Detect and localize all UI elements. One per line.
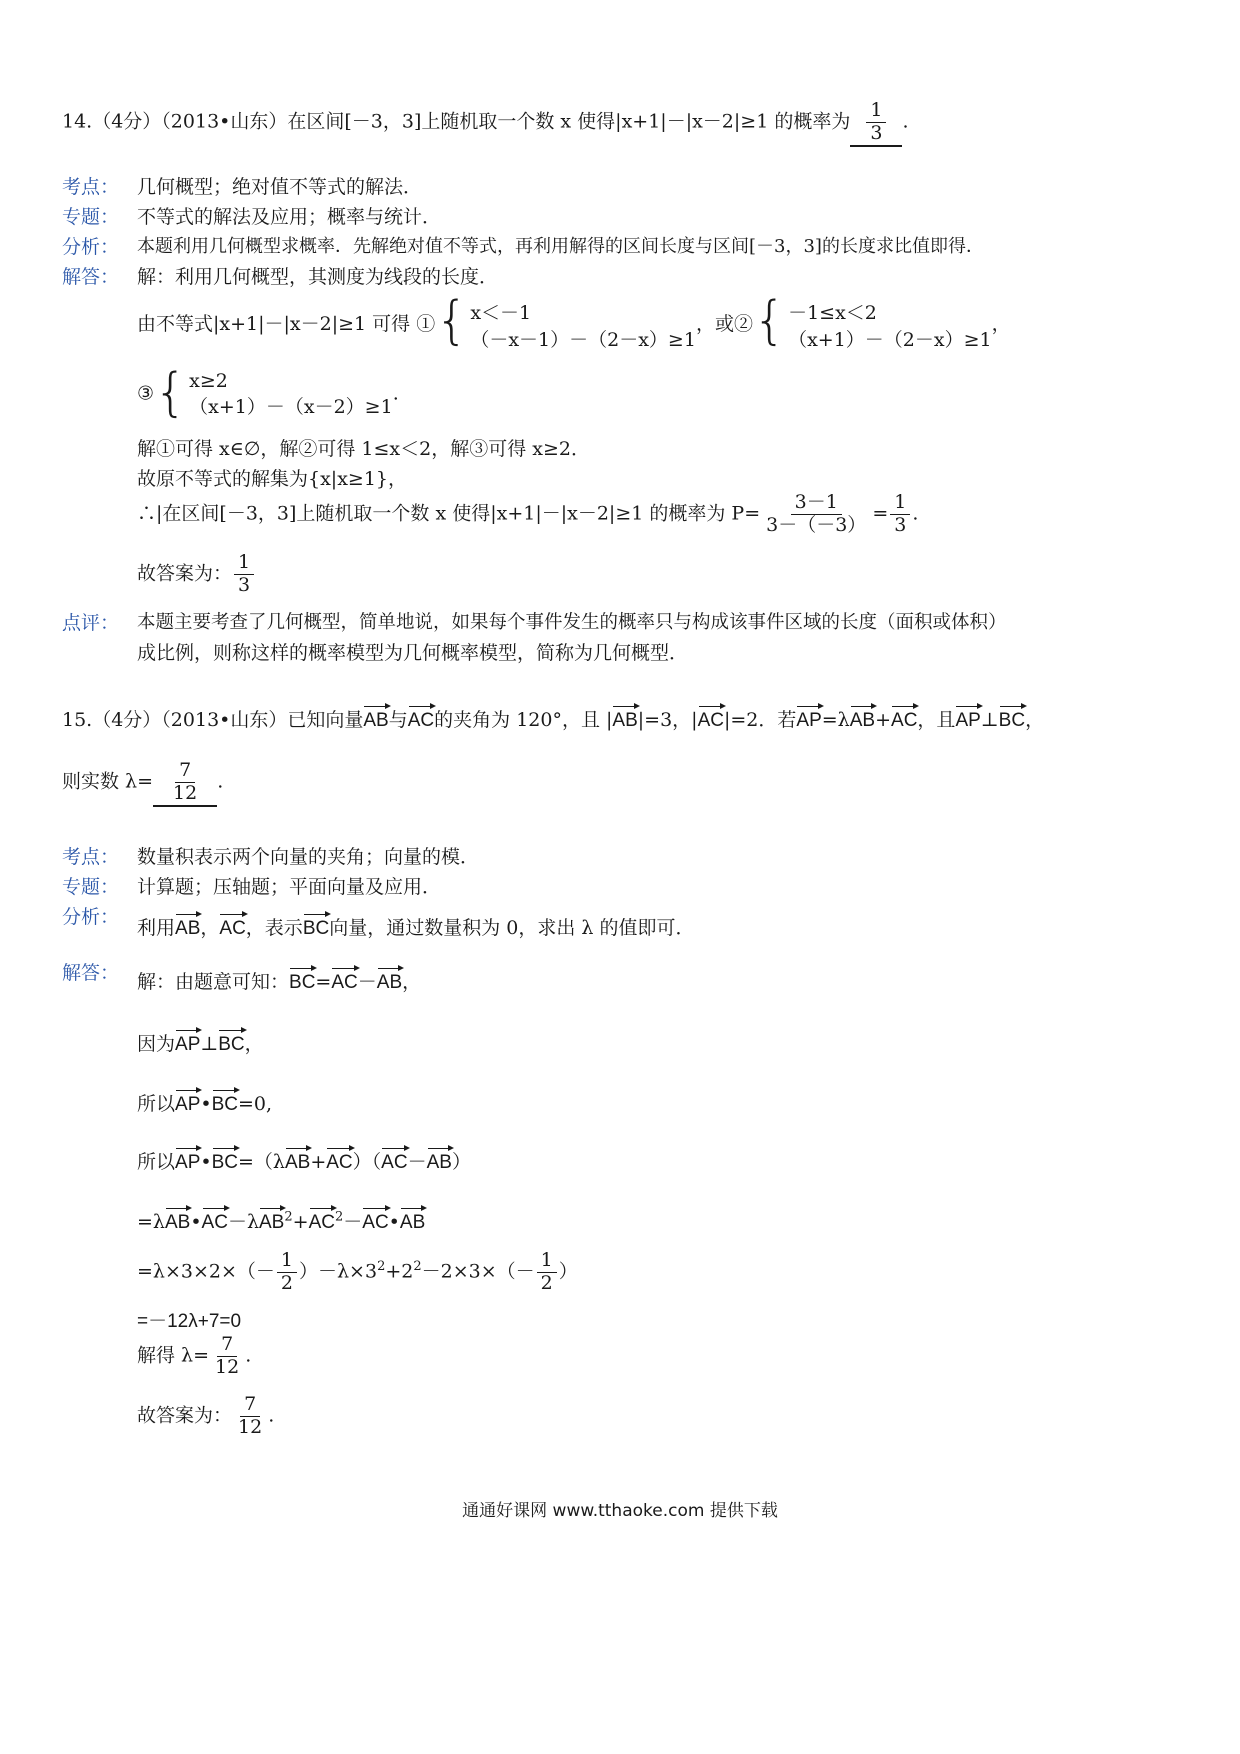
q15-fenxi-post: 向量，通过数量积为 0，求出 λ 的值即可．	[329, 917, 695, 939]
q14-sys2-row1: －1≤x＜2	[788, 302, 877, 324]
q15-s1-minus: －	[357, 971, 377, 993]
q15-s5-minus-lam: －λ	[227, 1211, 259, 1233]
q14-prob-num: 3－1	[791, 492, 842, 515]
q15-s4-dot: •	[200, 1151, 212, 1173]
q15-zhuanti: 计算题；压轴题；平面向量及应用．	[137, 876, 442, 898]
q14-prob-period: .	[912, 502, 919, 525]
q15-s6-half-1	[277, 1250, 297, 1295]
q14-period: .	[392, 382, 399, 405]
q14-dianping-1: 本题主要考查了几何概型，简单地说，如果每个事件发生的概率只与构成该事件区域的长度（面积或体积）	[137, 612, 1007, 633]
q14-prob-den: 3－（－3）	[766, 513, 867, 536]
q15-s4-bc: BC	[212, 1146, 238, 1174]
q15-fenxi-label: 分析：	[62, 906, 120, 928]
q15-s2-ap: AP	[175, 1028, 200, 1056]
q15-s1-ab: AB	[377, 966, 402, 994]
q15-s4-mid: =（λ	[238, 1151, 285, 1173]
q15-answer-line	[137, 1394, 274, 1439]
q15-s3-ap: AP	[175, 1088, 200, 1116]
q15-step-3	[137, 1088, 272, 1116]
q15-s4-ap: AP	[175, 1146, 200, 1174]
q15-s1-bc: BC	[289, 966, 315, 994]
q15-vec-bc: BC	[999, 704, 1025, 733]
q14-fenxi: 本题利用几何概型求概率．先解绝对值不等式，再利用解得的区间长度与区间[－3，3]的长度求比值即得．	[137, 236, 984, 257]
q15-answer-label: 故答案为：	[137, 1404, 233, 1427]
q14-system-1: { x＜－1 （－x－1）－（2－x）≥1	[435, 291, 696, 351]
q15-s6-half-2-den: 2	[540, 1271, 553, 1294]
q15-mag-ac-vec: AC	[698, 704, 724, 733]
q15-s8-end: .	[245, 1344, 252, 1367]
q15-answer-line-den: 12	[238, 1415, 263, 1438]
q14-system-2: { －1≤x＜2 （x+1）－（2－x）≥1	[752, 291, 992, 351]
q15-s4-ac-2: AC	[381, 1146, 407, 1174]
q14-jieda-label: 解答：	[62, 266, 120, 288]
q15-zhuanti-label: 专题：	[62, 876, 120, 898]
q15-s5-plus: +	[292, 1211, 309, 1233]
q14-solution-set: 故原不等式的解集为{x|x≥1}，	[137, 468, 408, 490]
q15-answer-num: 7	[175, 760, 195, 783]
q14-sys3-row2: （x+1）－（x－2）≥1	[189, 396, 393, 418]
q15-eq-lambda: =λ	[821, 709, 850, 731]
q15-s1-end: ，	[402, 971, 422, 993]
q15-s4-close: ）（	[352, 1151, 382, 1173]
q15-fenxi	[137, 912, 694, 940]
q14-answer-label: 故答案为：	[137, 562, 233, 585]
q15-s2-end: ，	[244, 1033, 264, 1055]
q15-s5-sq-2: 2	[334, 1209, 344, 1225]
q15-s4-ab: AB	[285, 1146, 310, 1174]
q15-step-5	[137, 1206, 425, 1234]
q15-mag-ac: |=2．若	[723, 709, 797, 731]
q15-s4-ac: AC	[326, 1146, 352, 1174]
q15-s4-minus: －	[407, 1151, 427, 1173]
q15-s5-ab: AB	[165, 1206, 190, 1234]
q15-end-comma: ，	[1025, 709, 1045, 731]
q15-s4-ab-2: AB	[427, 1146, 452, 1174]
q15-s6-half-2-num: 1	[537, 1250, 557, 1273]
q14-zhuanti: 不等式的解法及应用；概率与统计．	[137, 206, 442, 228]
q15-qie: ，且	[917, 709, 956, 731]
q15-vec-ap-2: AP	[955, 704, 980, 733]
q14-prob-prefix: ∴|在区间[－3，3]上随机取一个数 x 使得|x+1|－|x－2|≥1 的概率为 P=	[137, 502, 761, 525]
q15-s6-b: ）－λ×	[299, 1260, 365, 1283]
q15-fenxi-bc: BC	[303, 912, 329, 940]
q15-vec-ac-2: AC	[891, 704, 917, 733]
q15-vec-ac: AC	[408, 704, 434, 733]
q14-prob-fraction	[762, 492, 870, 537]
q15-answer-blank	[153, 760, 217, 807]
q14-jieda-line1: 解：利用几何概型，其测度为线段的长度．	[137, 266, 499, 288]
q15-s5-sq-1: 2	[284, 1209, 293, 1225]
q15-s6-sq-2: 2	[413, 1259, 422, 1275]
q15-prefix: 15.（4分）（2013•山东）已知向量	[62, 709, 364, 731]
q15-answer-line-num: 7	[240, 1394, 260, 1417]
q15-mag-ab-vec: AB	[612, 704, 637, 733]
q14-stem	[62, 100, 909, 147]
q15-fenxi-sep: ，	[200, 917, 220, 939]
q14-answer-num: 1	[866, 100, 886, 123]
q15-answer-end: .	[268, 1404, 275, 1427]
q14-kaodian-label: 考点：	[62, 176, 120, 198]
q15-s4-plus: +	[310, 1151, 327, 1173]
q15-step-2	[137, 1028, 264, 1056]
q15-s3-post: =0,	[238, 1093, 273, 1115]
q15-fenxi-pre: 利用	[137, 917, 176, 939]
q15-s3-pre: 所以	[137, 1093, 176, 1115]
q15-s3-dot: •	[200, 1093, 212, 1115]
q15-s5-ab-3: AB	[400, 1206, 425, 1234]
q15-s1-ac: AC	[331, 966, 357, 994]
q14-answer-fraction	[234, 552, 254, 597]
q14-answer-blank	[850, 100, 902, 147]
q15-suffix: .	[217, 770, 224, 793]
q14-dianping-2: 成比例，则称这样的概率模型为几何概率模型，简称为几何概型．	[137, 642, 689, 664]
q15-answer-den: 12	[173, 781, 198, 804]
q14-answer-line-den: 3	[238, 573, 251, 596]
q14-sys3-label: ③	[137, 382, 155, 405]
q15-s6-half-1-num: 1	[277, 1250, 297, 1273]
q14-answer-line	[137, 552, 256, 597]
q14-prob-fraction-2	[890, 492, 910, 537]
q15-plus: +	[875, 709, 892, 731]
q14-sys1-row1: x＜－1	[470, 302, 532, 324]
q14-sys3-row1: x≥2	[189, 370, 228, 392]
q15-s1-pre: 解：由题意可知：	[137, 971, 290, 993]
q15-s6-c: 3	[364, 1260, 378, 1283]
q15-lambda-prefix: 则实数 λ=	[62, 770, 154, 793]
q14-fenxi-label: 分析：	[62, 236, 120, 258]
q15-vec-ab: AB	[363, 704, 388, 733]
q15-fenxi-ac: AC	[219, 912, 245, 940]
page-footer: 通通好课网 www.tthaoke.com 提供下载	[462, 1501, 778, 1521]
q15-step-1	[137, 966, 421, 994]
q14-answer-den: 3	[870, 121, 883, 144]
q15-step-6	[137, 1250, 578, 1295]
q15-s1-eq: =	[315, 971, 332, 993]
q15-s5-dot: •	[190, 1211, 202, 1233]
q15-jieda-label: 解答：	[62, 962, 120, 984]
q15-s8-den: 12	[215, 1355, 240, 1378]
q15-s2-bc: BC	[218, 1028, 244, 1056]
q14-ineq-prefix: 由不等式|x+1|－|x－2|≥1 可得 ①	[137, 313, 436, 335]
q15-s5-ac-3: AC	[362, 1206, 388, 1234]
q15-s6-half-1-den: 2	[280, 1271, 293, 1294]
q14-suffix: .	[902, 110, 909, 133]
q14-jie-line: 解①可得 x∈∅，解②可得 1≤x＜2，解③可得 x≥2．	[137, 438, 590, 460]
q15-fenxi-ab: AB	[175, 912, 200, 940]
q15-s5-dot-2: •	[388, 1211, 400, 1233]
q15-s5-ac-2: AC	[309, 1206, 335, 1234]
q14-prob2-den: 3	[894, 513, 907, 536]
q15-vec-ap: AP	[796, 704, 821, 733]
q15-vec-ab-2: AB	[850, 704, 875, 733]
q14-or: ，或②	[695, 313, 753, 335]
q14-prob2-num: 1	[890, 492, 910, 515]
q15-kaodian: 数量积表示两个向量的夹角；向量的模．	[137, 846, 480, 868]
q15-yu: 与	[388, 709, 408, 731]
q14-system-3-line	[137, 363, 399, 423]
q15-s5-ac: AC	[202, 1206, 228, 1234]
q15-s4-end: ）	[451, 1151, 471, 1173]
q14-kaodian: 几何概型；绝对值不等式的解法．	[137, 176, 423, 198]
q14-probability-line	[137, 492, 918, 537]
q15-s6-a: =λ×3×2×（－	[137, 1260, 275, 1283]
q15-s6-d: +2	[385, 1260, 414, 1283]
q15-s2-perp: ⊥	[200, 1033, 219, 1055]
q14-zhuanti-label: 专题：	[62, 206, 120, 228]
q15-lambda-line	[62, 760, 223, 807]
q15-answer-fraction	[234, 1394, 266, 1439]
q15-s3-bc: BC	[212, 1088, 238, 1116]
q14-sys2-row2: （x+1）－（2－x）≥1	[788, 329, 992, 351]
q15-s8-num: 7	[217, 1334, 237, 1357]
q15-perp: ⊥	[980, 709, 999, 731]
q15-s2-pre: 因为	[137, 1033, 176, 1055]
q15-s5-ab-2: AB	[259, 1206, 284, 1234]
q15-stem	[62, 704, 1044, 733]
q15-s8-fraction	[211, 1334, 243, 1379]
q15-s8-pre: 解得 λ=	[137, 1344, 210, 1367]
q15-step-8	[137, 1334, 251, 1379]
q15-mag-ab: |=3，|	[637, 709, 698, 731]
q14-sys1-row2: （－x－1）－（2－x）≥1	[470, 329, 696, 351]
q15-s4-pre: 所以	[137, 1151, 176, 1173]
q15-s6-f: ）	[558, 1260, 578, 1283]
q14-dianping-label: 点评：	[62, 612, 120, 634]
q14-eq: =	[872, 502, 889, 525]
q14-stem-text: 14.（4分）（2013•山东）在区间[－3，3]上随机取一个数 x 使得|x+1|－|x－2|≥1 的概率为	[62, 110, 851, 133]
q14-inequality-systems	[137, 291, 1011, 352]
q15-kaodian-label: 考点：	[62, 846, 120, 868]
q15-s6-sq-1: 2	[377, 1259, 386, 1275]
q15-step-7: =－12λ+7=0	[137, 1311, 242, 1332]
q15-angle-text: 的夹角为 120°，且 |	[434, 709, 613, 731]
q15-s6-e: －2×3×（－	[421, 1260, 535, 1283]
q14-system-3: { x≥2 （x+1）－（x－2）≥1	[154, 363, 393, 423]
q15-s6-half-2	[537, 1250, 557, 1295]
q15-step-4	[137, 1146, 471, 1174]
q14-comma: ，	[991, 313, 1011, 335]
q15-s5-minus: －	[343, 1211, 363, 1233]
q15-s5-pre: =λ	[137, 1211, 165, 1233]
q15-fenxi-mid: ，表示	[245, 917, 303, 939]
q14-answer-line-num: 1	[234, 552, 254, 575]
